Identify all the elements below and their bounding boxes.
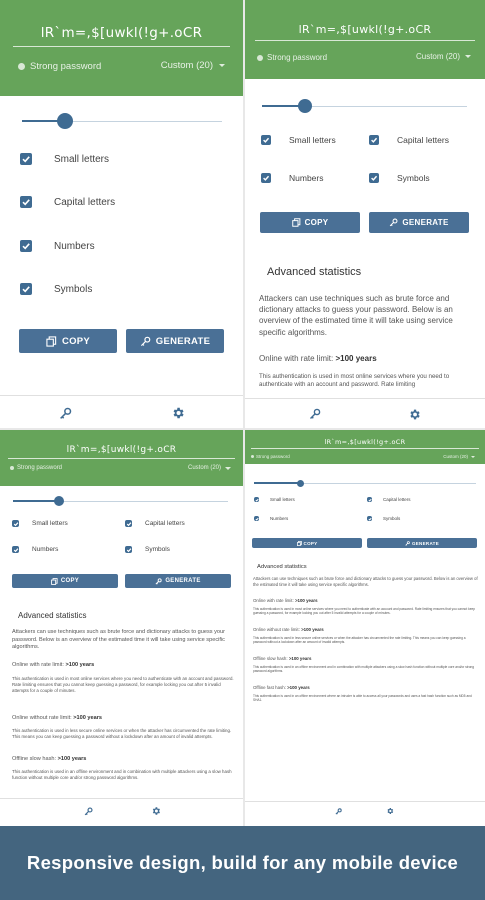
- check-icon[interactable]: [254, 516, 259, 521]
- generate-button[interactable]: [125, 574, 231, 588]
- stat-norate: [12, 715, 234, 723]
- horizontal-separator: [0, 428, 485, 430]
- password-display[interactable]: lR`m=,$[uwkl(!g+.oCR: [298, 23, 432, 36]
- option-small-letters[interactable]: [254, 497, 295, 502]
- stat-slow-value: >100 years: [57, 756, 87, 762]
- vertical-separator: [243, 0, 245, 826]
- tablet-panel-c: [0, 430, 243, 826]
- option-small-letters[interactable]: [20, 153, 109, 165]
- password-header: [0, 0, 243, 96]
- option-capital-letters[interactable]: [367, 497, 411, 502]
- option-label: Numbers: [32, 546, 59, 553]
- stat-slow: [12, 756, 234, 764]
- password-underline: [255, 40, 475, 41]
- nav-divider: [245, 398, 485, 399]
- key-icon: [84, 807, 93, 816]
- check-icon[interactable]: [369, 173, 379, 183]
- copy-icon: [51, 578, 58, 585]
- stat-fast-desc: This authentication is used in an offline environment where an intruder is able to access all your passwords and uses a fast hash function such as MD5 and SHA1.: [253, 694, 472, 703]
- check-icon[interactable]: [20, 240, 32, 252]
- nav-generator-tab[interactable]: [50, 400, 80, 426]
- key-icon: [389, 218, 398, 227]
- nav-settings-tab[interactable]: [163, 400, 193, 426]
- copy-label: COPY: [304, 218, 329, 227]
- key-icon: [59, 407, 72, 420]
- option-symbols[interactable]: [369, 173, 430, 183]
- copy-button[interactable]: [12, 574, 118, 588]
- stat-norate-value: >100 years: [73, 715, 103, 721]
- stat-online-value: >100 years: [335, 354, 377, 363]
- password-header: [0, 430, 243, 486]
- stat-slow: [253, 656, 479, 662]
- tablet-panel-d: [245, 430, 485, 826]
- key-icon: [405, 541, 410, 546]
- option-numbers[interactable]: [12, 546, 58, 553]
- mode-dropdown[interactable]: [161, 60, 225, 71]
- key-icon: [155, 578, 162, 585]
- strength-dot-icon: [10, 466, 14, 470]
- option-capital-letters[interactable]: [369, 135, 449, 145]
- check-icon[interactable]: [367, 516, 372, 521]
- option-label: Capital letters: [54, 196, 116, 208]
- check-icon[interactable]: [20, 196, 32, 208]
- gear-icon: [171, 406, 185, 420]
- option-label: Numbers: [54, 240, 95, 252]
- strength-dot-icon: [257, 55, 263, 61]
- gear-icon: [151, 806, 161, 816]
- check-icon[interactable]: [20, 283, 32, 295]
- check-icon[interactable]: [254, 497, 259, 502]
- stat-norate-label: Online without rate limit:: [12, 715, 72, 721]
- stat-online: [12, 662, 234, 670]
- password-underline: [251, 448, 479, 449]
- stat-online-desc: This authentication is used in most online services where you need to authenticate with an account and password. Rate limiting ensures that you cannot keep guessing a password, for example locking you out after 5 invalid attempts for a couple of minutes.: [12, 676, 234, 693]
- stat-slow-desc: This authentication is used in an offline environment and in combination with multiple attackers using a slow hash function without multiple core and/or strong password algorithms.: [12, 769, 232, 780]
- gear-icon: [408, 408, 421, 421]
- option-label: Symbols: [54, 283, 93, 295]
- generate-label: GENERATE: [402, 218, 449, 227]
- nav-settings-tab[interactable]: [399, 403, 429, 425]
- strength-label: Strong password: [17, 465, 63, 471]
- copy-icon: [297, 541, 302, 546]
- stat-norate: [253, 627, 479, 633]
- copy-icon: [292, 218, 301, 227]
- length-slider-thumb[interactable]: [54, 496, 64, 506]
- generate-label: GENERATE: [165, 578, 201, 584]
- strength-label: Strong password: [267, 53, 328, 62]
- stat-fast-label: Offline fast hash:: [253, 685, 286, 690]
- stat-norate-label: Online without rate limit:: [253, 627, 300, 632]
- strength-label: Strong password: [256, 454, 290, 459]
- option-symbols[interactable]: [125, 546, 170, 553]
- stats-intro: Attackers can use techniques such as brute force and dictionary attacks to guess your password. Below is an overview of the estimated time it will take using service specific algorithms.: [259, 294, 453, 337]
- mode-dropdown[interactable]: [443, 454, 475, 459]
- key-icon: [335, 808, 342, 815]
- length-slider-thumb[interactable]: [57, 113, 73, 129]
- chevron-down-icon: [471, 456, 475, 458]
- copy-button[interactable]: [260, 212, 360, 233]
- stats-intro: Attackers can use techniques such as brute force and dictionary attacks to guess your password. Below is an overview of the estimated time it will take using service specific algorithms.: [253, 576, 478, 587]
- strength-dot-icon: [18, 63, 25, 70]
- option-label: Small letters: [270, 497, 295, 502]
- nav-generator-tab[interactable]: [78, 802, 98, 820]
- check-icon[interactable]: [261, 135, 271, 145]
- check-icon[interactable]: [369, 135, 379, 145]
- copy-label: COPY: [60, 578, 80, 584]
- length-slider-fill: [13, 500, 59, 502]
- stat-fast-value: >100 years: [287, 685, 310, 690]
- stat-online: [253, 598, 479, 604]
- chevron-down-icon: [465, 55, 471, 58]
- option-label: Numbers: [289, 173, 324, 183]
- option-label: Capital letters: [145, 520, 185, 527]
- option-label: Symbols: [145, 546, 170, 553]
- length-slider-thumb[interactable]: [298, 99, 312, 113]
- strength-dot-icon: [251, 455, 254, 458]
- mode-dropdown[interactable]: [188, 465, 231, 471]
- check-icon[interactable]: [125, 520, 132, 527]
- option-numbers[interactable]: [261, 173, 323, 183]
- stat-online-label: Online with rate limit:: [253, 598, 294, 603]
- password-underline: [13, 46, 230, 47]
- stat-norate-desc: This authentication is used in less secure online services or when the attacker has circumvented the rate limiting. This means you can keep guessing a password without a lockdown after an amount of invalid attempts.: [12, 728, 232, 739]
- option-small-letters[interactable]: [261, 135, 336, 145]
- nav-generator-tab[interactable]: [331, 804, 345, 818]
- strength-indicator: [251, 454, 290, 459]
- option-symbols[interactable]: [20, 283, 92, 295]
- option-label: Small letters: [289, 135, 336, 145]
- option-label: Numbers: [270, 516, 289, 521]
- option-label: Small letters: [32, 520, 68, 527]
- copy-button[interactable]: [252, 538, 362, 548]
- option-label: Small letters: [54, 153, 110, 165]
- check-icon[interactable]: [12, 520, 19, 527]
- option-label: Symbols: [397, 173, 430, 183]
- mode-value: Custom (20): [160, 60, 213, 71]
- key-icon: [140, 336, 151, 347]
- generate-label: GENERATE: [411, 540, 440, 546]
- gear-icon: [386, 807, 394, 815]
- copy-icon: [46, 336, 57, 347]
- nav-settings-tab[interactable]: [146, 802, 166, 820]
- password-underline: [8, 458, 235, 459]
- option-label: Capital letters: [383, 497, 411, 502]
- copy-label: COPY: [303, 540, 318, 546]
- strength-indicator: [257, 53, 327, 62]
- option-numbers[interactable]: [254, 516, 288, 521]
- stat-fast: [253, 685, 479, 691]
- password-header: [245, 0, 485, 79]
- stat-online-value: >100 years: [65, 662, 95, 668]
- option-label: Capital letters: [397, 135, 449, 145]
- generate-button[interactable]: [126, 329, 224, 353]
- stat-slow-label: Offline slow hash:: [253, 656, 288, 661]
- option-small-letters[interactable]: [12, 520, 68, 527]
- check-icon[interactable]: [367, 497, 372, 502]
- password-display[interactable]: lR`m=,$[uwkl(!g+.oCR: [40, 25, 203, 41]
- option-label: Symbols: [383, 516, 401, 521]
- stats-title: Advanced statistics: [18, 611, 87, 620]
- password-display[interactable]: lR`m=,$[uwkl(!g+.oCR: [324, 438, 406, 446]
- check-icon[interactable]: [12, 546, 19, 553]
- stats-title: Advanced statistics: [267, 266, 362, 278]
- stat-online: [259, 354, 471, 365]
- stat-norate-value: >100 years: [301, 627, 324, 632]
- generate-label: GENERATE: [155, 335, 211, 347]
- stats-title: Advanced statistics: [257, 564, 307, 570]
- copy-button[interactable]: [19, 329, 117, 353]
- phone-panel-a: [0, 0, 243, 428]
- generate-button[interactable]: [369, 212, 469, 233]
- password-header: [245, 430, 485, 464]
- option-numbers[interactable]: [20, 240, 95, 252]
- promo-banner-text: Responsive design, build for any mobile device: [26, 852, 459, 873]
- nav-generator-tab[interactable]: [300, 403, 330, 425]
- mode-dropdown[interactable]: [416, 52, 471, 61]
- stat-online-value: >100 years: [294, 598, 318, 603]
- stat-slow-label: Offline slow hash:: [12, 756, 57, 762]
- key-icon: [309, 408, 321, 420]
- strength-indicator: [18, 61, 101, 72]
- strength-indicator: [10, 465, 62, 471]
- strength-label: Strong password: [30, 61, 102, 72]
- option-symbols[interactable]: [367, 516, 400, 521]
- copy-label: COPY: [61, 335, 91, 347]
- mode-value: Custom (20): [443, 454, 468, 459]
- stat-online-desc: This authentication is used in most online services where you need to authenticate with an account and password. Rate limiting ensures that you cannot keep guessing a password, for example locking you out after 5 invalid attempts for a couple of minutes.: [253, 607, 476, 616]
- mode-value: Custom (20): [415, 52, 460, 61]
- chevron-down-icon: [225, 467, 231, 470]
- stat-online-label: Online with rate limit:: [12, 662, 64, 668]
- length-slider-thumb[interactable]: [297, 480, 304, 487]
- stat-norate-desc: This authentication is used in less secure online services or when the attacker has circumvented the rate limiting. This means you can keep guessing a password without a lockdown after an amount of invalid attempts.: [253, 636, 466, 645]
- check-icon[interactable]: [20, 153, 32, 165]
- nav-divider: [245, 801, 485, 802]
- stat-slow-value: >100 years: [288, 656, 312, 661]
- mode-value: Custom (20): [187, 465, 221, 471]
- stat-online-label: Online with rate limit:: [259, 354, 334, 363]
- option-capital-letters[interactable]: [20, 196, 115, 208]
- stat-slow-desc: This authentication is used in an offline environment and in combination with multiple attackers using a slow hash function without multiple core and/or strong password algorithms.: [253, 665, 475, 674]
- nav-divider: [0, 395, 243, 396]
- nav-divider: [0, 798, 243, 799]
- phone-panel-b: [245, 0, 485, 428]
- stat-online-desc: This authentication is used in most online services where you need to authenticate with an account and password. Rate limiting: [259, 373, 450, 389]
- chevron-down-icon: [219, 64, 225, 67]
- nav-settings-tab[interactable]: [383, 804, 397, 818]
- length-slider-fill: [254, 482, 301, 484]
- stats-intro: Attackers can use techniques such as brute force and dictionary attacks to guess your password. Below is an overview of the estimated time it will take using service specific algorithms.: [12, 629, 225, 651]
- password-display[interactable]: lR`m=,$[uwkl(!g+.oCR: [66, 445, 177, 455]
- promo-banner: [0, 826, 485, 900]
- check-icon[interactable]: [261, 173, 271, 183]
- generate-button[interactable]: [367, 538, 477, 548]
- check-icon[interactable]: [125, 546, 132, 553]
- option-capital-letters[interactable]: [125, 520, 185, 527]
